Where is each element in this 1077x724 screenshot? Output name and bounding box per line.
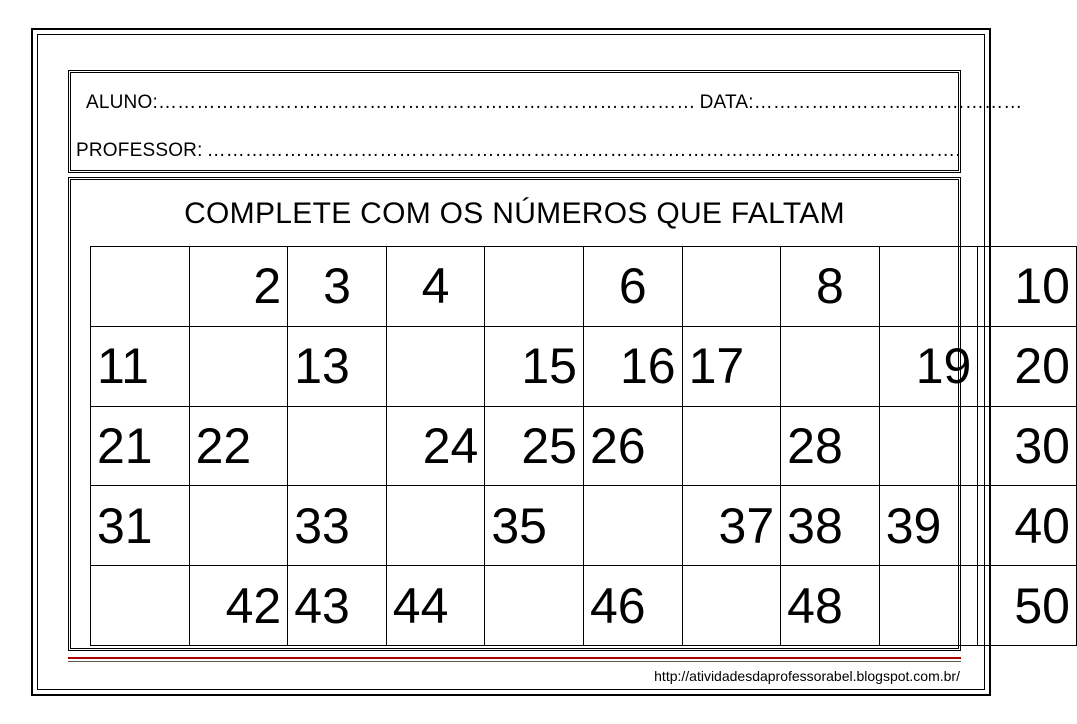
grid-cell-blank[interactable] xyxy=(189,326,288,406)
grid-cell-number: 4 xyxy=(386,247,485,327)
grid-cell-number: 26 xyxy=(583,406,682,486)
grid-cell-blank[interactable] xyxy=(879,566,978,646)
grid-cell-number: 39 xyxy=(879,486,978,566)
grid-cell-number: 28 xyxy=(781,406,880,486)
grid-cell-number: 35 xyxy=(485,486,584,566)
grid-cell-number: 2 xyxy=(189,247,288,327)
grid-cell-blank[interactable] xyxy=(583,486,682,566)
grid-cell-number: 16 xyxy=(583,326,682,406)
grid-cell-blank[interactable] xyxy=(682,566,781,646)
grid-cell-blank[interactable] xyxy=(189,486,288,566)
grid-cell-number: 22 xyxy=(189,406,288,486)
grid-cell-blank[interactable] xyxy=(682,406,781,486)
grid-cell-number: 25 xyxy=(485,406,584,486)
grid-cell-blank[interactable] xyxy=(682,247,781,327)
grid-cell-number: 42 xyxy=(189,566,288,646)
grid-row xyxy=(91,247,1077,327)
grid-cell-blank[interactable] xyxy=(288,406,387,486)
grid-cell-blank[interactable] xyxy=(91,566,190,646)
grid-row xyxy=(91,486,1077,566)
professor-label: PROFESSOR: xyxy=(76,140,203,161)
grid-cell-number: 10 xyxy=(978,247,1077,327)
grid-cell-blank[interactable] xyxy=(386,486,485,566)
grid-cell-number: 6 xyxy=(583,247,682,327)
number-grid xyxy=(90,246,1077,646)
grid-cell-number: 40 xyxy=(978,486,1077,566)
grid-cell-number: 8 xyxy=(781,247,880,327)
grid-row xyxy=(91,406,1077,486)
grid-cell-blank[interactable] xyxy=(879,247,978,327)
grid-cell-number: 38 xyxy=(781,486,880,566)
footer-url: http://atividadesdaprofessorabel.blogspot.com.br/ xyxy=(654,668,960,684)
exercise-title: COMPLETE COM OS NÚMEROS QUE FALTAM xyxy=(184,197,845,230)
grid-cell-number: 48 xyxy=(781,566,880,646)
aluno-label: ALUNO: xyxy=(86,92,158,113)
grid-cell-number: 46 xyxy=(583,566,682,646)
professor-dots[interactable]: ………………………………………………………………………………………………………. xyxy=(206,140,961,161)
grid-cell-number: 20 xyxy=(978,326,1077,406)
grid-row xyxy=(91,326,1077,406)
grid-cell-number: 3 xyxy=(288,247,387,327)
professor-line xyxy=(76,140,961,162)
grid-cell-number: 37 xyxy=(682,486,781,566)
grid-cell-number: 44 xyxy=(386,566,485,646)
footer-rule-red xyxy=(68,657,961,659)
grid-cell-number: 24 xyxy=(386,406,485,486)
data-dots[interactable]: …………………………………… xyxy=(753,92,1023,113)
grid-cell-number: 19 xyxy=(879,326,978,406)
grid-cell-blank[interactable] xyxy=(879,406,978,486)
grid-cell-blank[interactable] xyxy=(91,247,190,327)
data-label: DATA: xyxy=(699,92,754,113)
grid-cell-number: 43 xyxy=(288,566,387,646)
footer-rule-gray xyxy=(68,661,961,662)
grid-cell-number: 11 xyxy=(91,326,190,406)
grid-cell-number: 30 xyxy=(978,406,1077,486)
grid-cell-number: 17 xyxy=(682,326,781,406)
grid-cell-number: 15 xyxy=(485,326,584,406)
grid-cell-number: 50 xyxy=(978,566,1077,646)
grid-cell-number: 31 xyxy=(91,486,190,566)
grid-cell-number: 13 xyxy=(288,326,387,406)
grid-cell-blank[interactable] xyxy=(485,566,584,646)
grid-cell-blank[interactable] xyxy=(781,326,880,406)
grid-cell-number: 21 xyxy=(91,406,190,486)
grid-cell-blank[interactable] xyxy=(386,326,485,406)
aluno-data-line xyxy=(86,92,1023,114)
grid-row xyxy=(91,566,1077,646)
grid-cell-blank[interactable] xyxy=(485,247,584,327)
grid-cell-number: 33 xyxy=(288,486,387,566)
aluno-dots[interactable]: ………………………………………………………………………… xyxy=(157,92,696,113)
